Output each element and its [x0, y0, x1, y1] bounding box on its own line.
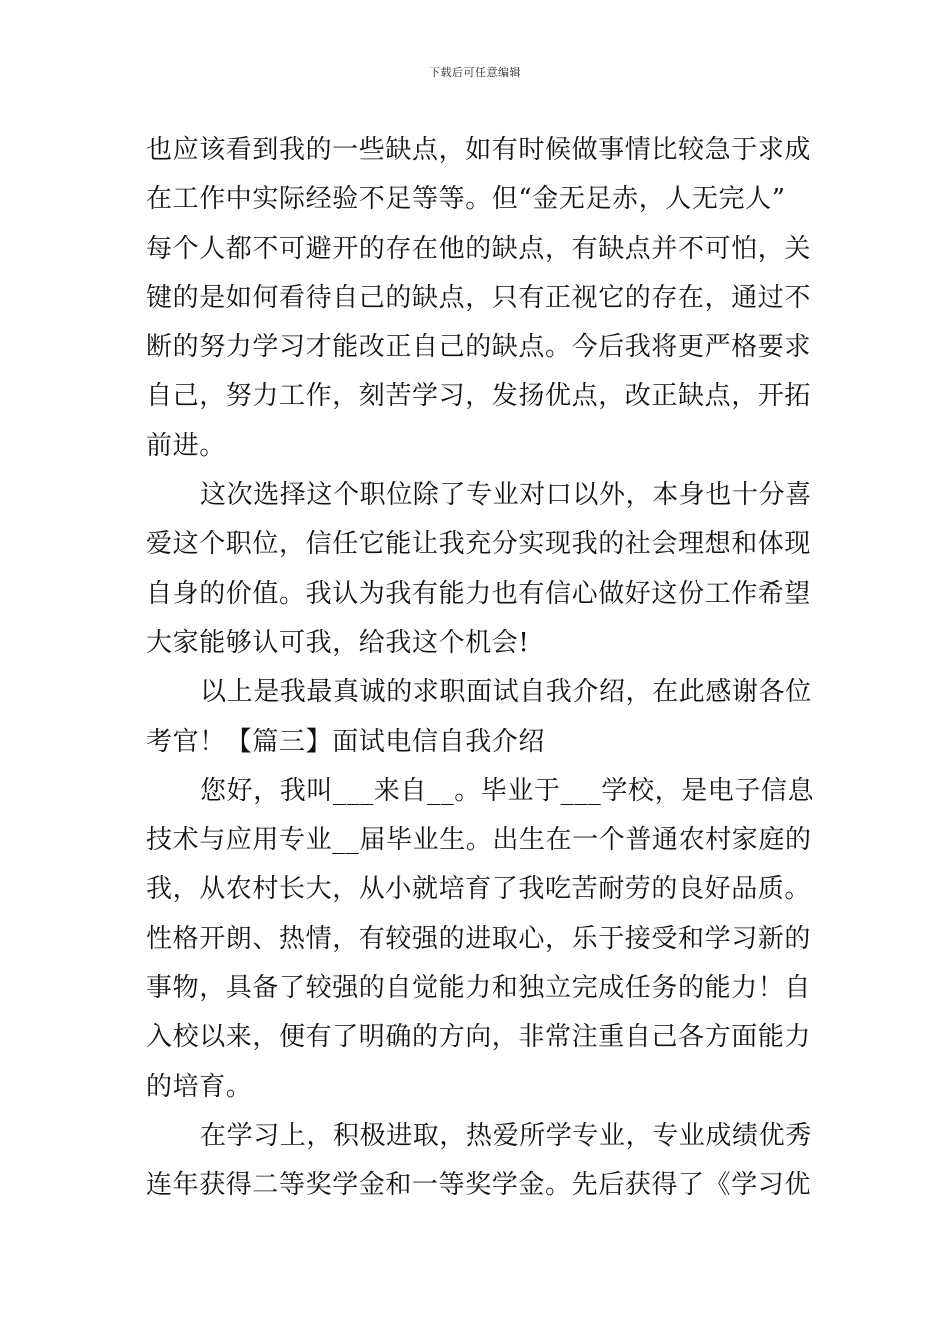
- text-line: 爱这个职位，信任它能让我充分实现我的社会理想和体现: [146, 529, 812, 560]
- text-line: 事物，具备了较强的自觉能力和独立完成任务的能力！自: [146, 973, 812, 1004]
- text-line: 每个人都不可避开的存在他的缺点，有缺点并不可怕，关: [146, 233, 812, 264]
- paragraph-start-line: 您好，我叫___来自__。毕业于___学校，是电子信息: [200, 775, 815, 806]
- paragraph-start-line: 这次选择这个职位除了专业对口以外，本身也十分喜: [200, 480, 812, 511]
- text-line: 自身的价值。我认为我有能力也有信心做好这份工作希望: [146, 578, 812, 609]
- paragraph-start-line: 在学习上，积极进取，热爱所学专业，专业成绩优秀: [200, 1120, 812, 1151]
- paragraph-start-line: 以上是我最真诚的求职面试自我介绍，在此感谢各位: [200, 677, 812, 708]
- text-line: 性格开朗、热情，有较强的进取心，乐于接受和学习新的: [146, 923, 812, 954]
- text-line: 断的努力学习才能改正自己的缺点。今后我将更严格要求: [146, 332, 812, 363]
- text-line: 连年获得二等奖学金和一等奖学金。先后获得了《学习优: [146, 1170, 812, 1201]
- text-line: 技术与应用专业__届毕业生。出生在一个普通农村家庭的: [146, 825, 812, 856]
- text-line: 前进。: [146, 430, 226, 461]
- text-line: 也应该看到我的一些缺点，如有时候做事情比较急于求成: [146, 135, 812, 165]
- text-line: 考官！【篇三】面试电信自我介绍: [146, 726, 546, 757]
- text-line: 自己，努力工作，刻苦学习，发扬优点，改正缺点，开拓: [146, 381, 812, 412]
- text-line: 在工作中实际经验不足等等。但“金无足赤，人无完人”: [146, 184, 786, 215]
- text-line: 入校以来，便有了明确的方向，非常注重自己各方面能力: [146, 1022, 812, 1053]
- document-body: [146, 126, 816, 1211]
- page-header: 下载后可任意编辑: [429, 66, 521, 79]
- text-line: 大家能够认可我，给我这个机会!: [146, 627, 530, 658]
- text-line: 我，从农村长大，从小就培育了我吃苦耐劳的良好品质。: [146, 874, 812, 905]
- text-line: 键的是如何看待自己的缺点，只有正视它的存在，通过不: [146, 282, 812, 313]
- text-line: 的培育。: [146, 1071, 253, 1102]
